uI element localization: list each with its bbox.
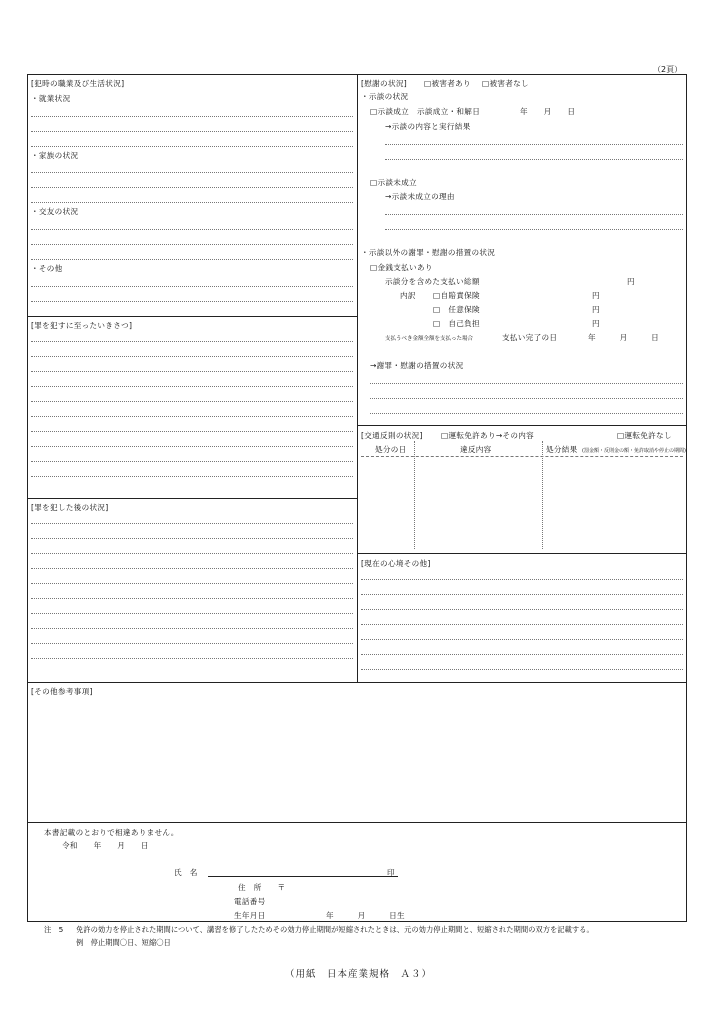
section-title-living: [犯時の職業及び生活状況] <box>31 79 125 88</box>
settle-content-label: →示談の内容と実行結果 <box>385 122 471 131</box>
unsettled-reason-label: →示談未成立の理由 <box>385 192 455 201</box>
yen-self: 円 <box>592 319 600 328</box>
disposal-note: (罰金額・反則金の額・免許取消や停止の期間) <box>582 448 686 454</box>
page-number: （2頁） <box>653 65 683 74</box>
settlement-label: ・示談の状況 <box>361 92 409 101</box>
payment-date: 年 月 日 <box>588 333 660 342</box>
col-violation: 違反内容 <box>460 445 492 454</box>
section-title-other-notes: [その他参考事項] <box>31 687 93 696</box>
unsettled-checkbox[interactable]: □示談未成立 <box>370 178 417 187</box>
note-text: 免許の効力を停止された期間について、講習を修了したためその効力停止期間が短縮されたときは、元の効力停止期間と、短縮された期間の双方を記載する。 <box>76 925 594 934</box>
friends-label: ・交友の状況 <box>31 207 79 216</box>
yen-total: 円 <box>627 277 635 286</box>
employment-label: ・就業状況 <box>31 94 71 103</box>
name-underline <box>208 876 398 877</box>
address-label: 住 所 〒 <box>238 883 286 892</box>
apology-status-label: →謝罪・慰謝の措置の状況 <box>370 361 464 370</box>
name-label: 氏 名 <box>174 868 198 877</box>
example-text: 例 停止期間〇日、短縮〇日 <box>76 938 171 947</box>
payment-complete-label: 支払い完了の日 <box>502 333 558 342</box>
paper-spec-footer: （用紙 日本産業規格 Ａ３） <box>285 969 433 980</box>
insurance-compulsory-checkbox[interactable]: □自賠責保険 <box>433 291 480 300</box>
section-title-traffic: [交通反則の状況] <box>361 431 423 440</box>
settled-checkbox[interactable]: □示談成立 示談成立・和解日 <box>370 107 481 116</box>
yen-compulsory: 円 <box>592 291 600 300</box>
section-title-circumstances: [罪を犯すに至ったいきさつ] <box>31 321 133 330</box>
yen-optional: 円 <box>592 305 600 314</box>
victim-yes-checkbox[interactable]: □被害者あり <box>424 79 471 88</box>
other-label: ・その他 <box>31 264 63 273</box>
declaration-text: 本書記載のとおりで相違ありません。 <box>44 828 179 837</box>
birth-label: 生年月日 <box>234 911 266 920</box>
victim-no-checkbox[interactable]: □被害者なし <box>482 79 529 88</box>
section-title-feelings: [現在の心境その他] <box>361 559 431 568</box>
money-paid-checkbox[interactable]: □金銭支払いあり <box>370 263 433 272</box>
section-title-after-crime: [罪を犯した後の状況] <box>31 503 109 512</box>
total-paid-label: 示談分を含めた支払い総額 <box>385 277 480 286</box>
other-measures-label: ・示談以外の謝罪・慰謝の措置の状況 <box>361 248 496 257</box>
col-disposal-date: 処分の日 <box>375 445 407 454</box>
declaration-date: 令和 年 月 日 <box>62 841 149 850</box>
phone-label: 電話番号 <box>234 897 266 906</box>
deadline-note: 支払うべき金額全額を支払った場合 <box>385 336 474 342</box>
birth-date: 年 月 日生 <box>326 911 405 920</box>
breakdown-label: 内訳 <box>400 291 416 300</box>
license-yes-checkbox[interactable]: □運転免許あり→その内容 <box>441 431 535 440</box>
section-title-apology: [慰謝の状況] <box>361 79 407 88</box>
seal-mark: 印 <box>387 868 395 877</box>
self-pay-checkbox[interactable]: □ 自己負担 <box>433 319 480 328</box>
settle-date: 年 月 日 <box>520 107 576 116</box>
insurance-optional-checkbox[interactable]: □ 任意保険 <box>433 305 480 314</box>
note-label: 注 5 <box>44 925 64 934</box>
license-no-checkbox[interactable]: □運転免許なし <box>617 431 672 440</box>
family-label: ・家族の状況 <box>31 151 79 160</box>
col-disposal-result: 処分結果 <box>546 445 578 454</box>
